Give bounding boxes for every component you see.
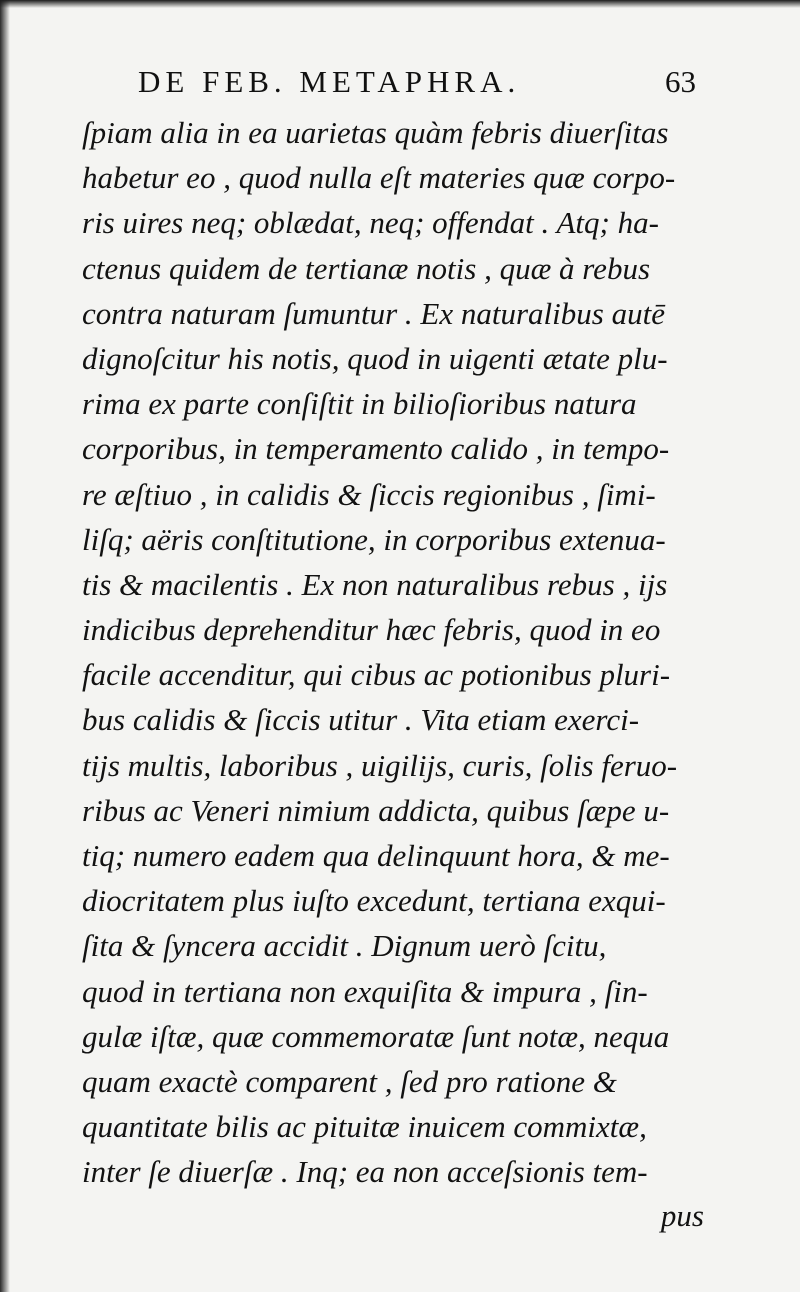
text-line: gulæ iſtæ, quæ commemoratæ ſunt notæ, nequa <box>82 1018 670 1054</box>
text-line: contra naturam ſumuntur . Ex naturalibus autē <box>82 295 665 331</box>
text-line: rima ex parte conſiſtit in bilioſioribus natura <box>82 386 637 422</box>
catchword-row <box>82 1198 710 1243</box>
running-title: DE FEB. METAPHRA. <box>138 64 521 99</box>
text-line: ſita & ſyncera accidit . Dignum uerò ſcitu, <box>82 928 607 964</box>
catchword: pus <box>660 1198 704 1233</box>
text-line: diocritatem plus iuſto excedunt, tertiana exqui- <box>82 883 666 919</box>
text-line: bus calidis & ſiccis utitur . Vita etiam exerci- <box>82 702 640 738</box>
text-line: tiq; numero eadem qua delinquunt hora, & me- <box>82 838 670 873</box>
text-line: indicibus deprehenditur hæc febris, quod in eo <box>82 612 661 648</box>
text-line: ribus ac Veneri nimium addicta, quibus ſæpe u- <box>82 792 670 828</box>
text-line: corporibus, in temperamento calido , in tempo- <box>82 431 670 467</box>
text-body <box>82 110 710 1195</box>
page-top-shadow <box>0 0 800 8</box>
text-line: facile accenditur, qui cibus ac potionibus pluri- <box>82 657 671 693</box>
text-line: ris uires neq; oblædat, neq; offendat . Atq; ha- <box>82 205 659 241</box>
text-line: quantitate bilis ac pituitæ inuicem commixtæ, <box>82 1109 647 1145</box>
text-line: ſpiam alia in ea uarietas quàm febris diuerſitas <box>82 115 669 150</box>
page-edge-shadow <box>0 0 10 1292</box>
page-number: 63 <box>665 64 696 99</box>
text-line: re æſtiuo , in calidis & ſiccis regionibus , ſimi- <box>82 476 656 512</box>
text-line: habetur eo , quod nulla eſt materies quæ corpo- <box>82 160 676 196</box>
running-header <box>138 64 698 110</box>
text-line: quam exactè comparent , ſed pro ratione & <box>82 1063 617 1099</box>
text-line: tis & macilentis . Ex non naturalibus rebus , ijs <box>82 566 668 602</box>
text-line: quod in tertiana non exquiſita & impura , ſin- <box>82 973 648 1009</box>
text-line: dignoſcitur his notis, quod in uigenti ætate plu- <box>82 340 668 376</box>
text-line: liſq; aëris conſtitutione, in corporibus extenua- <box>82 521 666 557</box>
text-line: inter ſe diuerſæ . Inq; ea non acceſsionis tem- <box>82 1154 648 1190</box>
text-line: tijs multis, laboribus , uigilijs, curis, ſolis feruo- <box>82 747 678 783</box>
text-line: ctenus quidem de tertianæ notis , quæ à rebus <box>82 250 651 286</box>
